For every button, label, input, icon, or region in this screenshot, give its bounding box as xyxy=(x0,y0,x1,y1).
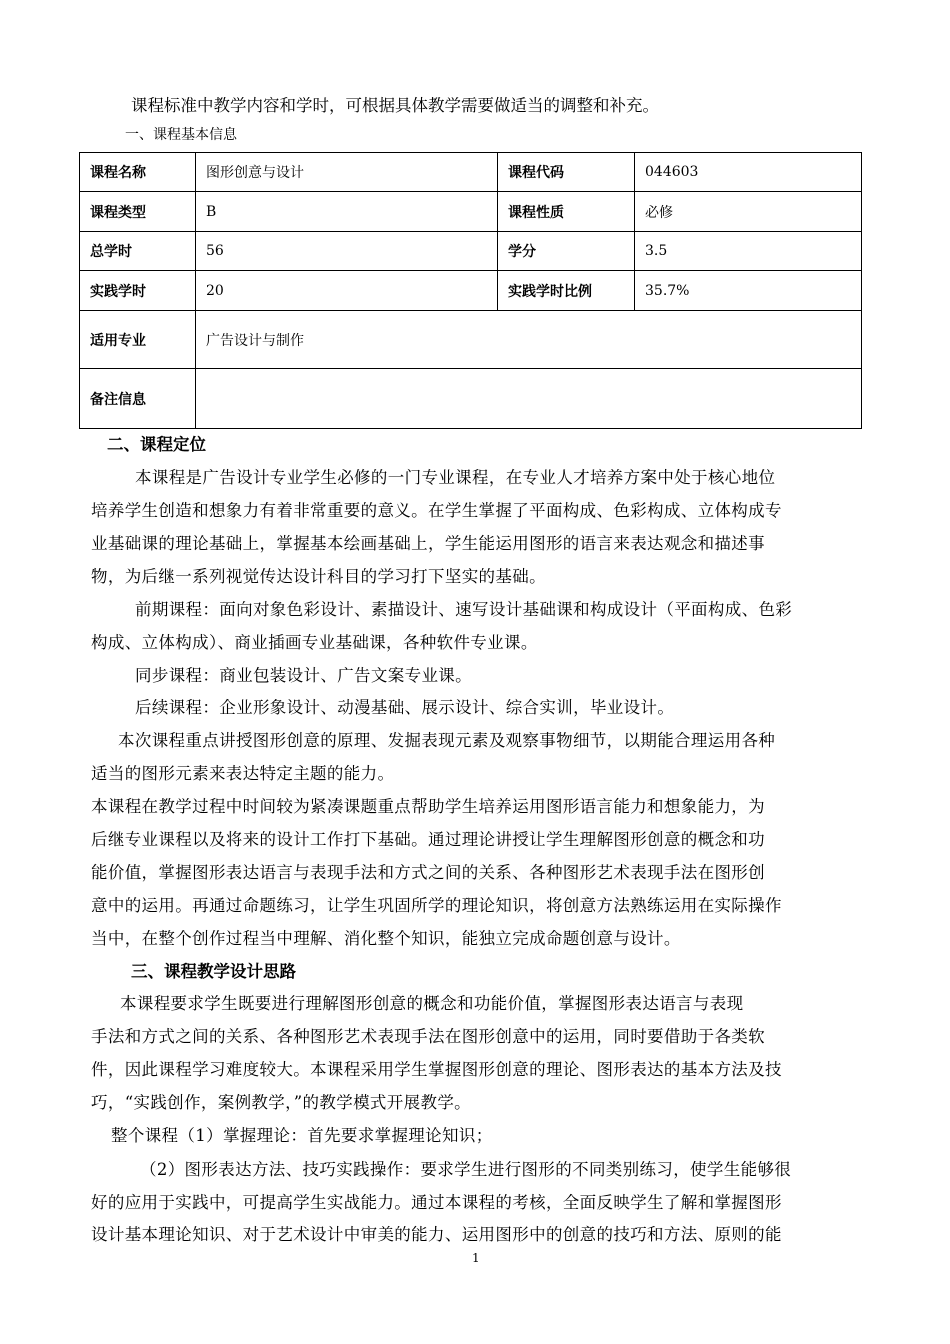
course-type-value: B xyxy=(196,192,498,232)
total-hours-label: 总学时 xyxy=(80,232,196,271)
section3-line: 整个课程（1）掌握理论：首先要求掌握理论知识； xyxy=(111,1126,493,1145)
course-nature-value: 必修 xyxy=(635,192,862,232)
practice-ratio-label: 实践学时比例 xyxy=(498,271,635,311)
section3-title: 三、课程教学设计思路 xyxy=(131,962,296,981)
section2-line: 后续课程：企业形象设计、动漫基础、展示设计、综合实训，毕业设计。 xyxy=(135,698,675,717)
table-row xyxy=(80,192,862,232)
page-number: 1 xyxy=(472,1251,480,1265)
section2-line: 当中，在整个创作过程当中理解、消化整个知识，能独立完成命题创意与设计。 xyxy=(91,929,681,948)
section2-line: 前期课程：面向对象色彩设计、素描设计、速写设计基础课和构成设计（平面构成、色彩 xyxy=(135,600,793,619)
course-info-table xyxy=(79,152,862,429)
section3-line: 本课程要求学生既要进行理解图形创意的概念和功能价值，掌握图形表达语言与表现 xyxy=(120,994,744,1013)
section3-line: 好的应用于实践中，可提高学生实战能力。通过本课程的考核，全面反映学生了解和掌握图形 xyxy=(91,1193,782,1212)
table-row xyxy=(80,311,862,369)
section2-line: 业基础课的理论基础上，掌握基本绘画基础上，学生能运用图形的语言来表达观念和描述事 xyxy=(91,534,765,553)
course-nature-label: 课程性质 xyxy=(498,192,635,232)
table-row xyxy=(80,369,862,429)
section3-line: 设计基本理论知识、对于艺术设计中审美的能力、运用图形中的创意的技巧和方法、原则的能 xyxy=(91,1225,782,1244)
course-name-label: 课程名称 xyxy=(80,153,196,192)
section2-line: 意中的运用。再通过命题练习，让学生巩固所学的理论知识，将创意方法熟练运用在实际操作 xyxy=(91,896,782,915)
section2-line: 培养学生创造和想象力有着非常重要的意义。在学生掌握了平面构成、色彩构成、立体构成专 xyxy=(91,501,782,520)
section3-line: 巧，“实践创作，案例教学，”的教学模式开展教学。 xyxy=(91,1093,472,1112)
table-row xyxy=(80,232,862,271)
section2-title: 二、课程定位 xyxy=(107,435,206,454)
section2-line: 本课程在教学过程中时间较为紧凑课题重点帮助学生培养运用图形语言能力和想象能力，为 xyxy=(91,797,765,816)
course-type-label: 课程类型 xyxy=(80,192,196,232)
remarks-label: 备注信息 xyxy=(80,369,196,429)
intro-line: 课程标准中教学内容和学时，可根据具体教学需要做适当的调整和补充。 xyxy=(131,96,659,115)
course-code-label: 课程代码 xyxy=(498,153,635,192)
total-hours-value: 56 xyxy=(196,232,498,271)
major-value: 广告设计与制作 xyxy=(196,311,862,369)
practice-ratio-value: 35.7% xyxy=(635,271,862,311)
practice-hours-value: 20 xyxy=(196,271,498,311)
practice-hours-label: 实践学时 xyxy=(80,271,196,311)
section2-line: 构成、立体构成）、商业插画专业基础课，各种软件专业课。 xyxy=(91,633,538,652)
section2-line: 能价值，掌握图形表达语言与表现手法和方式之间的关系、各种图形艺术表现手法在图形创 xyxy=(91,863,765,882)
credits-value: 3.5 xyxy=(635,232,862,271)
remarks-value xyxy=(196,369,862,429)
section2-line: 物，为后继一系列视觉传达设计科目的学习打下坚实的基础。 xyxy=(91,567,546,586)
section3-line: 手法和方式之间的关系、各种图形艺术表现手法在图形创意中的运用，同时要借助于各类软 xyxy=(91,1027,765,1046)
course-name-value: 图形创意与设计 xyxy=(196,153,498,192)
major-label: 适用专业 xyxy=(80,311,196,369)
table-row xyxy=(80,271,862,311)
credits-label: 学分 xyxy=(498,232,635,271)
section3-line: 件，因此课程学习难度较大。本课程采用学生掌握图形创意的理论、图形表达的基本方法及技 xyxy=(91,1060,782,1079)
course-code-value: 044603 xyxy=(635,153,862,192)
section1-title: 一、课程基本信息 xyxy=(125,127,237,143)
section2-line: 后继专业课程以及将来的设计工作打下基础。通过理论讲授让学生理解图形创意的概念和功 xyxy=(91,830,765,849)
section2-line: 适当的图形元素来表达特定主题的能力。 xyxy=(91,764,395,783)
section2-line: 本课程是广告设计专业学生必修的一门专业课程，在专业人才培养方案中处于核心地位 xyxy=(135,468,776,487)
section2-line: 同步课程：商业包装设计、广告文案专业课。 xyxy=(135,666,472,685)
section2-line: 本次课程重点讲授图形创意的原理、发掘表现元素及观察事物细节，以期能合理运用各种 xyxy=(118,731,776,750)
section3-line: （2）图形表达方法、技巧实践操作：要求学生进行图形的不同类别练习，使学生能够很 xyxy=(140,1160,792,1179)
table-row xyxy=(80,153,862,192)
